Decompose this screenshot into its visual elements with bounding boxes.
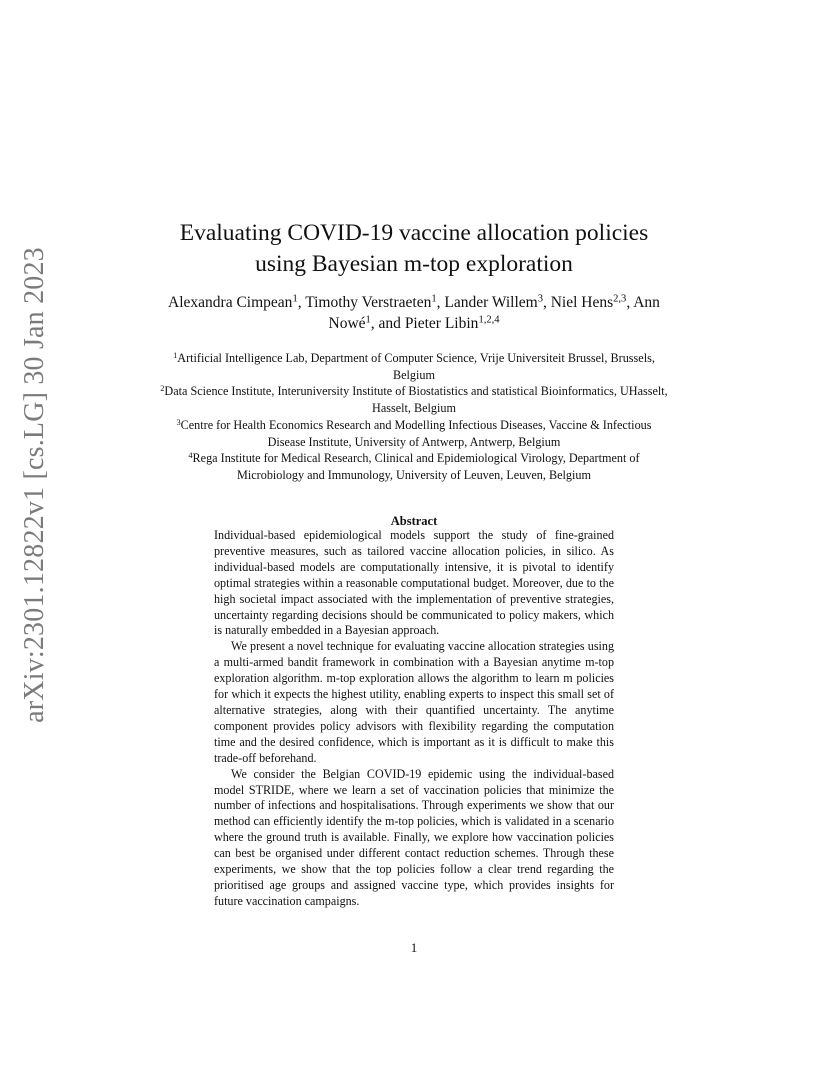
author [444,294,550,311]
affiliation-marker: 1 [173,350,178,360]
author-list [150,292,678,334]
abstract-heading: Abstract [390,514,438,528]
author-name: Ann Nowé [328,294,660,332]
affiliation-text: Artificial Intelligence Lab, Department of Computer Science, Vrije Universiteit Brussel, Brussels, Belgium [177,351,655,382]
page-number: 1 [410,940,418,955]
abstract-body [214,528,614,910]
author [168,294,305,311]
author-separator: , [436,294,445,311]
title-line-2: using Bayesian m-top exploration [255,251,573,277]
affiliation [160,417,668,450]
author-affiliation-marker: 1,2,4 [478,314,500,326]
author-affiliation-marker: 1 [292,293,298,305]
abstract-paragraph: Individual-based epidemiological models support the study of fine-grained preventive measures, such as tailored vaccine allocation policies, in silico. As individual-based models are computationally intensive, it is pivotal to identify optimal strategies within a reasonable computational budget. Moreover, due to the high societal impact associated with the implementation of preventive strategies, uncertainty regarding decisions should be communicated to policy makers, which is naturally embedded in a Bayesian approach. [214,528,614,638]
affiliation-text: Data Science Institute, Interuniversity Institute of Biostatistics and statistical Bioinformatics, UHasselt, Hasselt, Belgium [164,384,668,416]
author-name: Niel Hens [550,294,614,311]
paper-title [120,218,708,280]
author [305,294,444,311]
affiliation [160,383,668,416]
author-separator: , [297,294,306,311]
affiliation [160,350,668,383]
abstract-paragraph: We present a novel technique for evaluating vaccine allocation strategies using a multi-armed bandit framework in combination with a Bayesian anytime m-top exploration algorithm. m-top exploration allows the algorithm to learn m policies for which it expects the highest utility, enabling experts to inspect this small set of alternative strategies, along with their quantified uncertainty. The anytime component provides policy advisors with flexibility regarding the computation time and the desired confidence, which is important as it is difficult to make this trade-off beforehand. [214,639,614,765]
affiliation-marker: 3 [176,417,181,427]
affiliation-text: Rega Institute for Medical Research, Clinical and Epidemiological Virology, Department of Microbiology and Immunology, University of Leuven, Leuven, Belgium [192,451,640,482]
arxiv-sidebar [12,247,58,723]
affiliation [160,450,668,483]
affiliation-marker: 2 [160,384,165,394]
author-affiliation-marker: 3 [537,293,543,305]
author-separator: , [626,294,634,311]
author-affiliation-marker: 2,3 [613,293,627,305]
author-separator: , and [370,315,405,332]
author [551,294,634,311]
author [405,315,500,332]
title-line-1: Evaluating COVID-19 vaccine allocation policies [179,220,649,246]
arxiv-identifier: arXiv:2301.12822v1 [cs.LG] 30 Jan 2023 [19,247,51,723]
author-affiliation-marker: 1 [365,314,371,326]
author-name: Timothy Verstraeten [305,294,432,311]
author-affiliation-marker: 1 [431,293,437,305]
author-separator: , [542,294,551,311]
abstract-paragraph: We consider the Belgian COVID-19 epidemic using the individual-based model STRIDE, where we learn a set of vaccination policies that minimize the number of infections and hospitalisations. Through experiments we show that our method can efficiently identify the m-top policies, which is validated in a scenario where the ground truth is available. Finally, we explore how vaccination policies can best be organised under different contact reduction schemes. Through these experiments, we show that the top policies follow a clear trend regarding the prioritised age groups and assigned vaccine type, which provides insights for future vaccination campaigns. [214,766,614,908]
affiliation-marker: 4 [188,451,193,461]
affiliation-list [160,350,668,484]
author-name: Alexandra Cimpean [168,294,293,311]
affiliation-text: Centre for Health Economics Research and Modelling Infectious Diseases, Vaccine & Infectious Disease Institute, University of Antwerp, Antwerp, Belgium [180,417,652,449]
author-name: Lander Willem [444,294,538,311]
author-name: Pieter Libin [404,315,479,332]
